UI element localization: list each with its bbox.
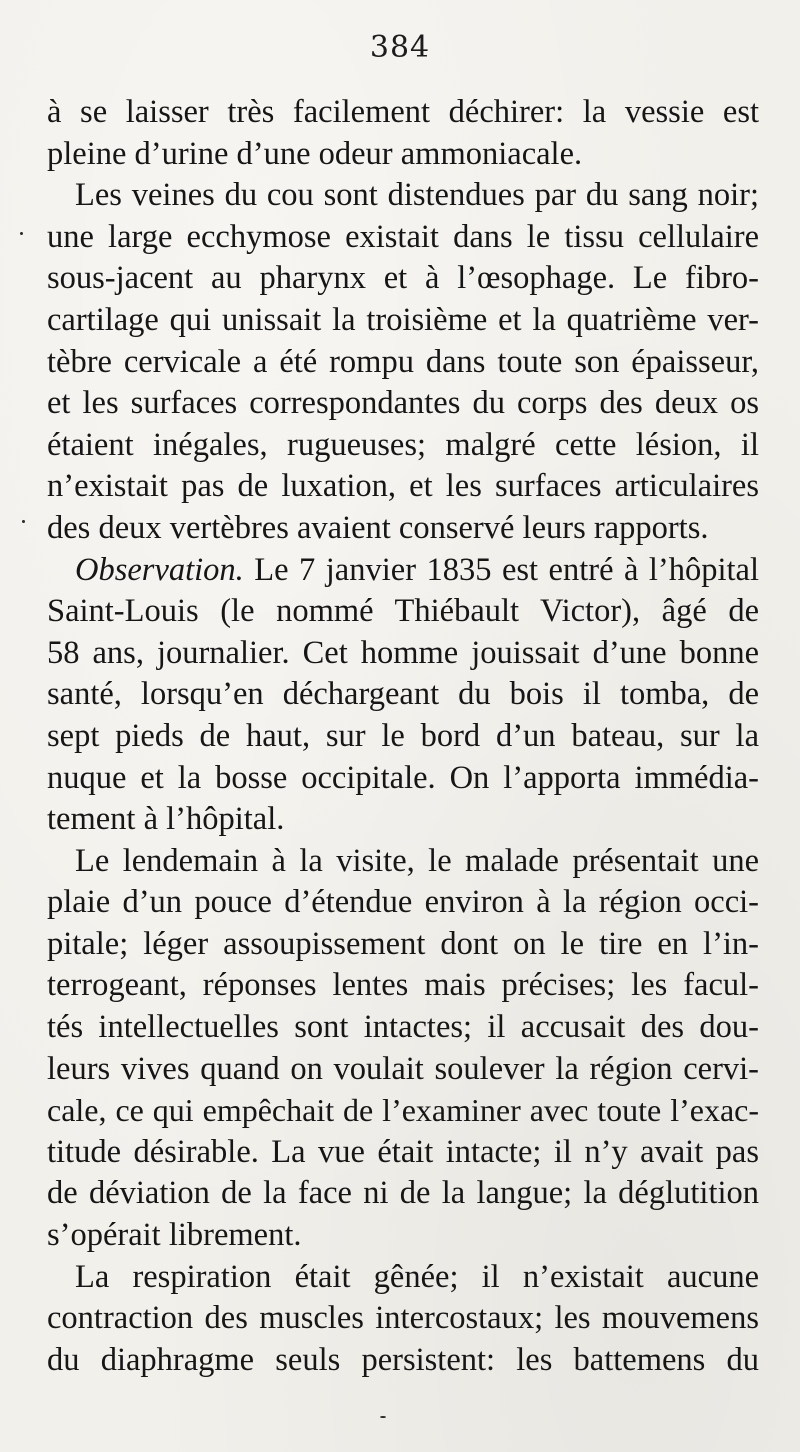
text-line (47, 466, 759, 508)
text-line-content: tement à l’hôpital. (47, 801, 285, 838)
text-line-content: des deux vertèbres avaient conservé leurs rapports. (47, 509, 709, 546)
text-line-content: Saint-Louis (le nommé Thiébault Victor), âgé de (47, 593, 759, 630)
text-line (47, 758, 759, 800)
text-line-content: Les veines du cou sont distendues par du sang noir; (75, 177, 759, 214)
text-line-content: plaie d’un pouce d’étendue environ à la région occi- (47, 884, 759, 921)
text-line (47, 300, 759, 342)
text-line (47, 1173, 759, 1215)
text-line-content: La respiration était gênée; il n’existait aucune (75, 1258, 759, 1295)
ink-speck (20, 232, 23, 235)
text-line (47, 633, 759, 675)
page-number: 384 (369, 30, 431, 65)
text-line-content: leurs vives quand on voulait soulever la région cervi- (47, 1050, 759, 1087)
text-line-content: s’opérait librement. (47, 1217, 302, 1254)
text-line (47, 175, 759, 217)
text-line-content: étaient inégales, rugueuses; malgré cette lésion, il (47, 426, 759, 463)
text-line-content: titude désirable. La vue était intacte; il n’y avait pas (47, 1133, 759, 1170)
text-line (47, 92, 759, 134)
text-line-content: terrogeant, réponses lentes mais précises; les facul- (47, 967, 759, 1004)
text-line (47, 1340, 759, 1382)
text-line-content: sous-jacent au pharynx et à l’œsophage. Le fibro- (47, 260, 759, 297)
text-line-content: de déviation de la face ni de la langue; la déglutition (47, 1175, 759, 1212)
text-line (47, 1007, 759, 1049)
text-line (47, 965, 759, 1007)
text-line (47, 342, 759, 384)
text-line (47, 716, 759, 758)
text-line-content: 58 ans, journalier. Cet homme jouissait d’une bonne (47, 634, 759, 671)
text-line-content: Le 7 janvier 1835 est entré à l’hôpital (254, 551, 760, 588)
text-line (47, 1298, 759, 1340)
text-line (47, 383, 759, 425)
text-line-content: Le lendemain à la visite, le malade présentait une (75, 842, 759, 879)
text-line (47, 217, 759, 259)
text-line (47, 799, 759, 841)
text-line (47, 591, 759, 633)
text-line-content: une large ecchymose existait dans le tissu cellulaire (47, 218, 759, 255)
text-line (47, 1090, 759, 1132)
text-line-content: tèbre cervicale a été rompu dans toute son épaisseur, (47, 343, 759, 380)
text-line (47, 425, 759, 467)
text-line (47, 508, 759, 550)
text-line-content: pitale; léger assoupissement dont on le tire en l’in- (47, 925, 759, 962)
text-line (47, 1257, 759, 1299)
text-line (47, 1132, 759, 1174)
text-line-content: à se laisser très facilement déchirer: la vessie est (47, 94, 759, 130)
text-line-content: du diaphragme seuls persistent: les battemens du (47, 1341, 759, 1378)
text-line (47, 841, 759, 883)
text-line (47, 882, 759, 924)
text-line (47, 134, 759, 176)
ink-speck (22, 520, 25, 523)
text-line-content: tés intellectuelles sont intactes; il accusait des dou- (47, 1009, 759, 1046)
text-line (47, 1215, 759, 1257)
text-line-content: nuque et la bosse occipitale. On l’apporta immédia- (47, 759, 759, 796)
text-line-content: santé, lorsqu’en déchargeant du bois il tomba, de (47, 676, 759, 713)
text-line (47, 674, 759, 716)
text-line-content: cale, ce qui empêchait de l’examiner avec toute l’exac- (47, 1092, 759, 1129)
observation-heading: Observation. (75, 551, 244, 588)
page-body-text (47, 92, 759, 1381)
text-line-content: sept pieds de haut, sur le bord d’un bateau, sur la (47, 717, 759, 754)
text-line-content: pleine d’urine d’une odeur ammoniacale. (47, 135, 583, 172)
text-line (47, 924, 759, 966)
text-line (47, 1049, 759, 1091)
text-line (47, 258, 759, 300)
ink-speck (380, 1416, 386, 1418)
text-line-content: n’existait pas de luxation, et les surfaces articulaires (47, 468, 759, 505)
text-line-content: contraction des muscles intercostaux; les mouvemens (47, 1300, 759, 1337)
text-line-content: et les surfaces correspondantes du corps des deux os (47, 385, 759, 422)
text-line-content: cartilage qui unissait la troisième et la quatrième ver- (47, 301, 759, 338)
text-line (47, 550, 759, 592)
